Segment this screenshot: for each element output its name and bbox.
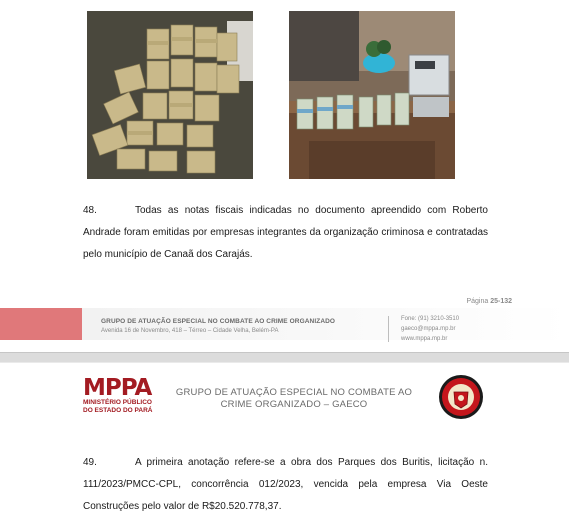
- footer-website[interactable]: www.mppa.mp.br: [401, 336, 448, 342]
- header-title-line-2: CRIME ORGANIZADO – GAECO: [220, 399, 368, 410]
- paragraph-number: 49.: [83, 457, 97, 468]
- page-label: Página: [466, 298, 489, 305]
- page-footer: [0, 290, 569, 346]
- paragraph-text: Todas as notas fiscais indicadas no documento apreendido com Roberto Andrade foram emitidas por empresas integrantes da organização criminosa e contratadas pelo município de Canaã dos Carajás.: [83, 205, 488, 260]
- logo-subtitle-1: MINISTÉRIO PÚBLICO: [83, 399, 152, 406]
- evidence-photo-cash-table: [87, 11, 253, 179]
- logo-wordmark: MPPA: [83, 375, 152, 401]
- footer-accent-bar: [0, 308, 82, 340]
- footer-email[interactable]: gaeco@mppa.mp.br: [401, 326, 456, 332]
- footer-contact: [401, 314, 459, 344]
- footer-organization-title: GRUPO DE ATUAÇÃO ESPECIAL NO COMBATE AO CRIME ORGANIZADO: [101, 318, 336, 325]
- paragraph-number: 48.: [83, 205, 97, 216]
- page-number-value: 25-132: [490, 298, 512, 305]
- mppa-logo: [83, 377, 163, 423]
- gaeco-seal-icon: [434, 374, 488, 420]
- paragraph-48: [83, 200, 488, 266]
- paragraph-49: [83, 452, 488, 518]
- footer-phone: Fone: (91) 3210-3510: [401, 316, 460, 322]
- page-number: [466, 298, 512, 305]
- header-title-line-1: GRUPO DE ATUAÇÃO ESPECIAL NO COMBATE AO: [175, 387, 413, 398]
- header-title: [168, 387, 420, 411]
- evidence-photo-cash-counter: [289, 11, 455, 179]
- footer-address: Avenida 16 de Novembro, 418 – Térreo – Cidade Velha, Belém-PA: [101, 328, 279, 334]
- footer-divider: [388, 316, 389, 342]
- paragraph-text: A primeira anotação refere-se a obra dos Parques dos Buritis, licitação n. 111/2023/PMCC-CPL, concorrência 012/2023, vencida pela empresa Via Oeste Construções pelo valor de R$20.520.778,37.: [83, 457, 488, 512]
- page-separator: [0, 352, 569, 363]
- logo-subtitle-2: DO ESTADO DO PARÁ: [83, 407, 153, 414]
